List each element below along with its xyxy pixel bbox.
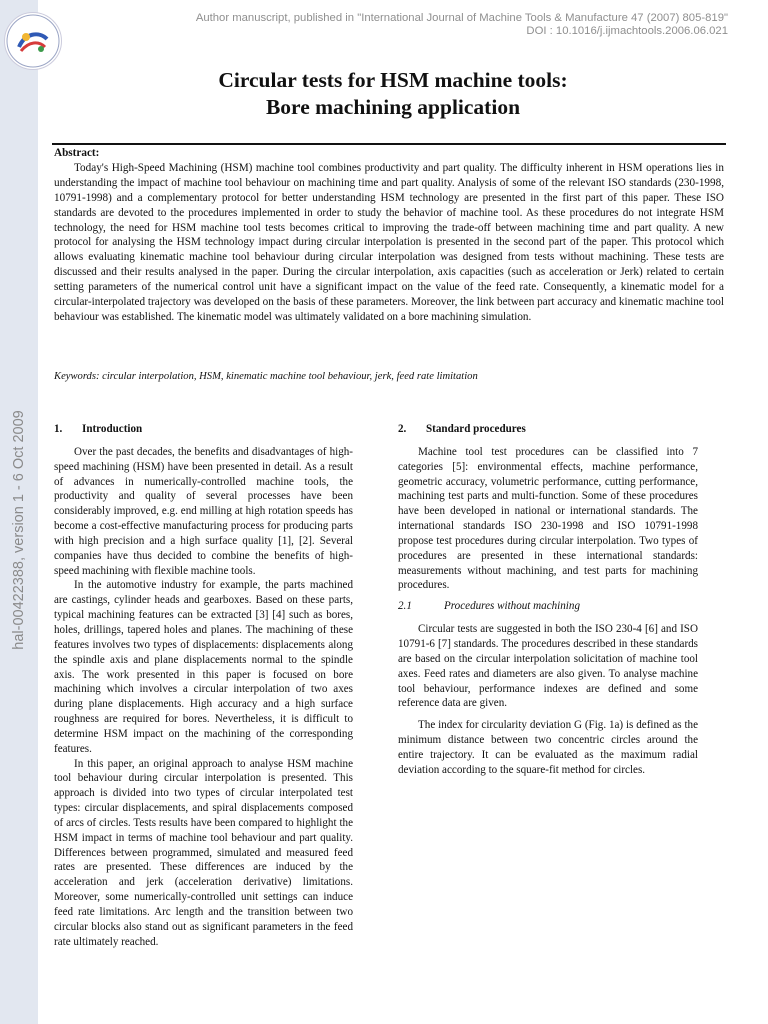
- section-number: 1.: [54, 423, 63, 435]
- section-title: Introduction: [82, 423, 143, 435]
- paragraph: In this paper, an original approach to analyse HSM machine tool behaviour during circular interpolation is presented. This approach is divided into two types of circular interpolated test types: circular displacements, and spiral displacements composed of arcs of circles. Tests results have been compared to highlight the HSM impact in terms of machine tool behaviour and part quality. Differences between programmed, simulated and measured feed rates are presented. These differences are induced by the acceleration and jerk (acceleration derivative) limitations. Moreover, some numerically-controlled unit settings can induce feed rate limitations. Arc length and the transition between two circular blocks also stand out as significant parameters in the feed rate ultimately reached.: [54, 757, 353, 948]
- keywords: Keywords: circular interpolation, HSM, kinematic machine tool behaviour, jerk, feed rate limitation: [54, 371, 478, 382]
- hal-logo-icon: [5, 13, 61, 69]
- subsection-heading: [398, 599, 698, 614]
- paragraph: Circular tests are suggested in both the ISO 230-4 [6] and ISO 10791-6 [7] standards. The procedures described in these standards are based on the circular interpolation solicitation of machine tool axes. Feed rates and diameters are also given. To analyse machine tool behaviour, performance indexes are defined and some reference data are given.: [398, 623, 698, 710]
- left-column: [54, 422, 353, 950]
- abstract-text: Today's High-Speed Machining (HSM) machine tool combines productivity and part quality. The difficulty inherent in HSM operations lies in understanding the impact of machine tool behaviour on machining time and part quality. Analysis of some of the relevant ISO standards (230-1998, 10791-1998) and a complementary protocol for better understanding HSM technology are presented in the first part of this paper. These ISO standards are devoted to the procedures implemented in order to study the behavior of machine tool. As these procedures do not integrate HSM technology, the need for HSM machine tool tests becomes critical to improving the trade-off between machining time and part quality. A new protocol for analysing the HSM technology impact during circular interpolation is presented in the second part of the paper. This protocol which allows evaluating kinematic machine tool behaviour during circular interpolation was designed from tests without machining. These tests are discussed and their results analysed in the paper. During the circular interpolation, axis capacities (such as acceleration or Jerk) related to certain setting parameters of the numerical control unit have a significant impact on the value of the feed rate. Consequently, a kinematic model for a circular-interpolated trajectory was developed on the basis of these parameters. Moreover, the link between part accuracy and kinematic machine tool behaviour was established. The kinematic model was ultimately validated on a bore machining simulation.: [54, 161, 724, 323]
- doi-line: DOI : 10.1016/j.ijmachtools.2006.06.021: [526, 25, 728, 37]
- title-divider: [52, 143, 726, 145]
- title-line-2: Bore machining application: [265, 95, 521, 119]
- title-line-1: Circular tests for HSM machine tools:: [218, 68, 568, 92]
- paragraph: The index for circularity deviation G (Fig. 1a) is defined as the minimum distance between two concentric circles around the entire trajectory. It can be evaluated as the maximum radial deviation according to the square-fit method for circles.: [398, 719, 698, 776]
- paragraph: In the automotive industry for example, the parts machined are castings, cylinder heads and gearboxes. Based on these parts, typical machining features can be extracted [3] [4] such as bores, holes, drillings, tapered holes and planes. The machining of these features involves two types of displacements: displacements along the spindle axis and plane displacements normal to the spindle axis. The work presented in this paper is focused on bore machining which involves a circular interpolation of two axes during plane displacements. High accuracy and a high surface roughness are required for bores. Nevertheless, it is difficult to determine HSM impact on the machining of the corresponding features.: [54, 579, 353, 755]
- abstract-heading: Abstract:: [54, 147, 100, 159]
- section-heading-standard-procedures: [398, 422, 698, 437]
- hal-logo: [4, 12, 62, 70]
- paper-title: [60, 67, 726, 121]
- hal-identifier: hal-00422388, version 1 - 6 Oct 2009: [11, 410, 27, 650]
- section-heading-introduction: [54, 422, 353, 437]
- subsection-title: Procedures without machining: [444, 600, 580, 613]
- subsection-number: 2.1: [398, 600, 412, 613]
- publication-note: [196, 12, 728, 38]
- section-number: 2.: [398, 423, 407, 435]
- right-column: [398, 422, 698, 778]
- publication-line: Author manuscript, published in "International Journal of Machine Tools & Manufacture 47 (2007) 805-819": [195, 12, 728, 24]
- section-title: Standard procedures: [426, 423, 526, 435]
- paragraph: Over the past decades, the benefits and disadvantages of high-speed machining (HSM) have been presented in detail. As a result of advances in numerically-controlled machine tools, the productivity and quality of several processes have been considerably improved, e.g. end milling at high rotation speeds has become a cost-effective manufacturing process for producing parts with high precision and a high surface quality [1], [2]. Several companies have thus decided to combine the benefits of high-speed machining with flexible machine tools.: [54, 445, 353, 577]
- paragraph: Machine tool test procedures can be classified into 7 categories [5]: environmental effects, machine performance, geometric accuracy, volumetric performance, cutting performance, machining test parts and multi-function. Some of these procedures have been developed in national or international standards. The international standards ISO 230-1998 and ISO 10791-1998 propose test procedures during circular interpolation. Two types of procedures are presented in these international standards: measurements without machining, and test parts for machining procedures.: [398, 445, 698, 592]
- abstract: [54, 146, 724, 325]
